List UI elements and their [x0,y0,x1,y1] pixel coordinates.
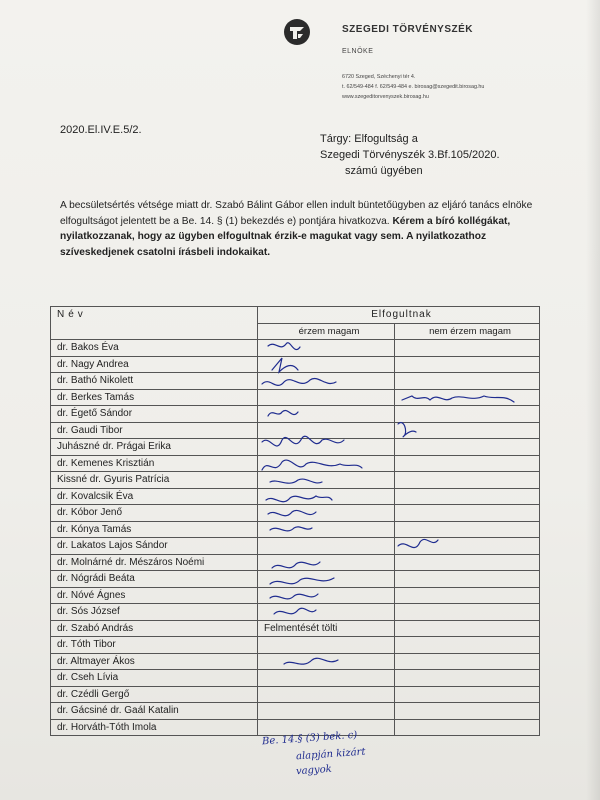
table-row [51,422,540,439]
declares-biased-cell [258,604,395,621]
declares-biased-cell [258,439,395,456]
page-shadow [586,0,600,800]
declares-biased-cell [258,406,395,423]
declares-not-biased-cell [395,406,540,423]
declares-not-biased-cell [395,455,540,472]
declares-biased-cell [258,389,395,406]
declares-biased-cell [258,521,395,538]
handwritten-note-line-2: alapján kizárt [295,746,366,763]
declares-not-biased-cell [395,340,540,357]
table-row [51,587,540,604]
table-row [51,670,540,687]
judge-name: dr. Tóth Tibor [51,637,258,654]
header-name: Név [51,307,258,340]
table-row [51,406,540,423]
judge-name: dr. Gaudi Tibor [51,422,258,439]
judge-name: dr. Cseh Lívia [51,670,258,687]
judge-name: dr. Bakos Éva [51,340,258,357]
declares-not-biased-cell [395,521,540,538]
table-row [51,389,540,406]
request-plain: A becsületsértés vétsége miatt dr. Szabó Bálint Gábor ellen indult büntetőügyben az eljáró tanács elnöke elfogultságot jelentett be a Be. 14. § (1) bekezdés e) pontjára hivatkozva. [60,200,533,227]
declares-not-biased-cell [395,472,540,489]
declares-biased-cell [258,653,395,670]
declares-biased-cell [258,340,395,357]
court-name: SZEGEDI TÖRVÉNYSZÉK [342,24,474,35]
judge-name: dr. Czédli Gergő [51,686,258,703]
declares-biased-cell [258,422,395,439]
table-row [51,340,540,357]
declares-not-biased-cell [395,373,540,390]
declares-biased-cell [258,373,395,390]
website-line: www.szegeditorvenyszek.birosag.hu [342,94,429,100]
handwritten-note-line-3: vagyok [295,763,333,778]
table-row [51,538,540,555]
table-header-row [51,307,540,324]
header-group: Elfogultnak [258,307,540,324]
header-yes: érzem magam [258,323,395,340]
address-line: 6720 Szeged, Széchenyi tér 4. [342,74,416,80]
declares-not-biased-cell [395,356,540,373]
subject-line-3: számú ügyében [345,165,423,177]
declares-not-biased-cell [395,587,540,604]
table-row [51,472,540,489]
header-no: nem érzem magam [395,323,540,340]
judge-name: dr. Gácsiné dr. Gaál Katalin [51,703,258,720]
judge-name: dr. Szabó András [51,620,258,637]
judge-name: dr. Égető Sándor [51,406,258,423]
declares-biased-cell [258,505,395,522]
table-row [51,554,540,571]
declares-not-biased-cell [395,637,540,654]
declares-not-biased-cell [395,439,540,456]
reference-number: 2020.El.IV.E.5/2. [60,124,142,136]
judge-name: dr. Sós József [51,604,258,621]
judge-name: dr. Nógrádi Beáta [51,571,258,588]
table-row [51,653,540,670]
declares-not-biased-cell [395,670,540,687]
table-row [51,505,540,522]
table-row [51,488,540,505]
declares-not-biased-cell [395,703,540,720]
judge-name: Kissné dr. Gyuris Patrícia [51,472,258,489]
subject-line-2: Szegedi Törvényszék 3.Bf.105/2020. [320,149,500,161]
declares-not-biased-cell [395,538,540,555]
declares-not-biased-cell [395,488,540,505]
declares-biased-cell [258,587,395,604]
declares-biased-cell [258,455,395,472]
table-row [51,571,540,588]
declares-biased-cell [258,571,395,588]
table-body [51,340,540,736]
table-row [51,604,540,621]
table-row [51,686,540,703]
judge-name: dr. Bathó Nikolett [51,373,258,390]
table-row [51,439,540,456]
declares-not-biased-cell [395,620,540,637]
table-row [51,521,540,538]
declares-not-biased-cell [395,422,540,439]
judge-name: dr. Altmayer Ákos [51,653,258,670]
judge-name: dr. Berkes Tamás [51,389,258,406]
court-role: ELNÖKE [342,48,374,55]
table-row [51,637,540,654]
judge-name: dr. Kemenes Krisztián [51,455,258,472]
judge-name: dr. Nagy Andrea [51,356,258,373]
declares-biased-cell [258,538,395,555]
table-row [51,620,540,637]
table-row [51,703,540,720]
request-text [60,198,545,260]
declares-not-biased-cell [395,686,540,703]
table-row [51,455,540,472]
declares-biased-cell [258,670,395,687]
declares-biased-cell [258,554,395,571]
declares-not-biased-cell [395,604,540,621]
declares-not-biased-cell [395,653,540,670]
request-bold: Kérem a bíró kollégákat, nyilatkozzanak, hogy az ügyben elfogultnak érzik-e magukat vagy sem. A nyilatkozathoz szíveskedjenek csatolni írásbeli indokaikat. [60,215,511,258]
court-logo-icon [283,18,311,46]
declares-biased-cell [258,637,395,654]
declares-biased-cell [258,488,395,505]
declares-biased-cell: Felmentését tölti [258,620,395,637]
table-row [51,373,540,390]
judge-name: dr. Molnárné dr. Mészáros Noémi [51,554,258,571]
judge-name: dr. Kovalcsik Éva [51,488,258,505]
declares-not-biased-cell [395,719,540,736]
subject-line-1: Tárgy: Elfogultság a [320,133,418,145]
declares-biased-cell [258,356,395,373]
judge-name: dr. Kónya Tamás [51,521,258,538]
judge-name: dr. Lakatos Lajos Sándor [51,538,258,555]
handwritten-note-line-1: Be. 14.§ (3) bek. c) [261,729,358,748]
judge-name: dr. Kóbor Jenő [51,505,258,522]
table-row [51,356,540,373]
declares-not-biased-cell [395,389,540,406]
judge-name: dr. Nóvé Ágnes [51,587,258,604]
declares-not-biased-cell [395,505,540,522]
judge-name: dr. Horváth-Tóth Imola [51,719,258,736]
declaration-table [50,306,540,736]
contact-line: t. 62/549-484 f. 62/549-484 e. birosag@szegedit.birosag.hu [342,84,485,90]
declares-not-biased-cell [395,554,540,571]
declares-not-biased-cell [395,571,540,588]
judge-name: Juhászné dr. Prágai Erika [51,439,258,456]
declares-biased-cell [258,686,395,703]
declares-biased-cell [258,472,395,489]
declares-biased-cell [258,703,395,720]
